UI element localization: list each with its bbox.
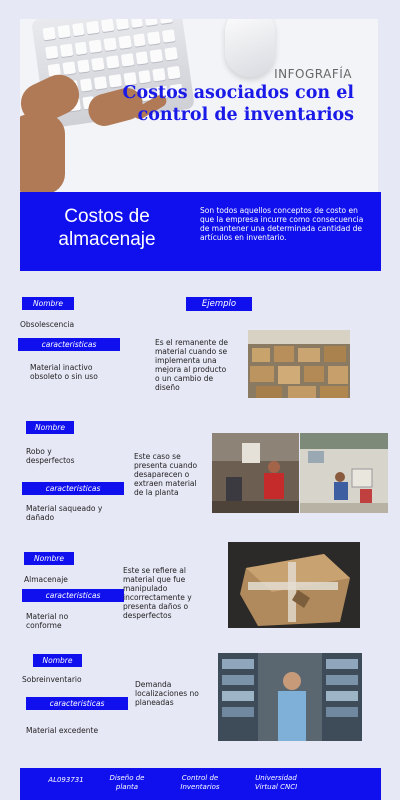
caracteristicas-tag: caracteristicas: [22, 589, 124, 602]
looting-photo-right: [300, 433, 388, 513]
section-name: Sobreinventario: [22, 675, 82, 684]
damaged-box-photo: [228, 542, 360, 628]
page-title: Costos asociados con el control de inventarios: [122, 83, 354, 125]
section-characteristic: Material inactivo obsoleto o sin uso: [30, 363, 98, 381]
section-name: Almacenaje: [24, 575, 68, 584]
footer-bar: [20, 768, 381, 800]
section-example: Este se refiere al material que fue manipulado incorrectamente y presenta daños o desperfectos: [123, 566, 192, 620]
overstock-warehouse-photo: [218, 653, 362, 741]
section-example: Demanda localizaciones no planeadas: [135, 680, 199, 707]
ejemplo-column-tag: Ejemplo: [186, 297, 252, 311]
left-arm-image: [20, 114, 65, 192]
intro-heading: Costos de almacenaje: [58, 206, 156, 250]
warehouse-boxes-photo: [248, 330, 350, 398]
footer-student-id: AL093731: [48, 776, 84, 784]
section-example: Es el remanente de material cuando se implementa una mejora al producto o un cambio de diseño: [155, 338, 228, 392]
mouse-image: [225, 19, 275, 77]
intro-band: [20, 192, 381, 271]
caracteristicas-tag: caracteristicas: [26, 697, 128, 710]
nombre-column-tag: Nombre: [22, 297, 74, 310]
section-example: Este caso se presenta cuando desaparecen o extraen material de la planta: [134, 452, 198, 497]
footer-subject: Control de Inventarios: [180, 774, 220, 791]
nombre-tag: Nombre: [24, 552, 74, 565]
nombre-tag: Nombre: [26, 421, 74, 434]
section-characteristic: Material no conforme: [26, 612, 69, 630]
section-name: Robo y desperfectos: [26, 447, 75, 465]
footer-university: Universidad Virtual CNCI: [254, 774, 298, 791]
section-characteristic: Material saqueado y dañado: [26, 504, 103, 522]
caracteristicas-tag: caracteristicas: [18, 338, 120, 351]
section-name: Obsolescencia: [20, 320, 75, 329]
intro-text: Son todos aquellos conceptos de costo en que la empresa incurre como consecuencia de mantener una determinada cantidad de artículos en inventario.: [200, 206, 364, 242]
looting-photo-left: [212, 433, 299, 513]
caracteristicas-tag: caracteristicas: [22, 482, 124, 495]
nombre-tag: Nombre: [33, 654, 82, 667]
infografia-label: INFOGRAFÍA: [274, 67, 352, 81]
section-characteristic: Material excedente: [26, 726, 99, 735]
hero-banner: [20, 19, 378, 192]
footer-course: Diseño de planta: [109, 774, 145, 791]
